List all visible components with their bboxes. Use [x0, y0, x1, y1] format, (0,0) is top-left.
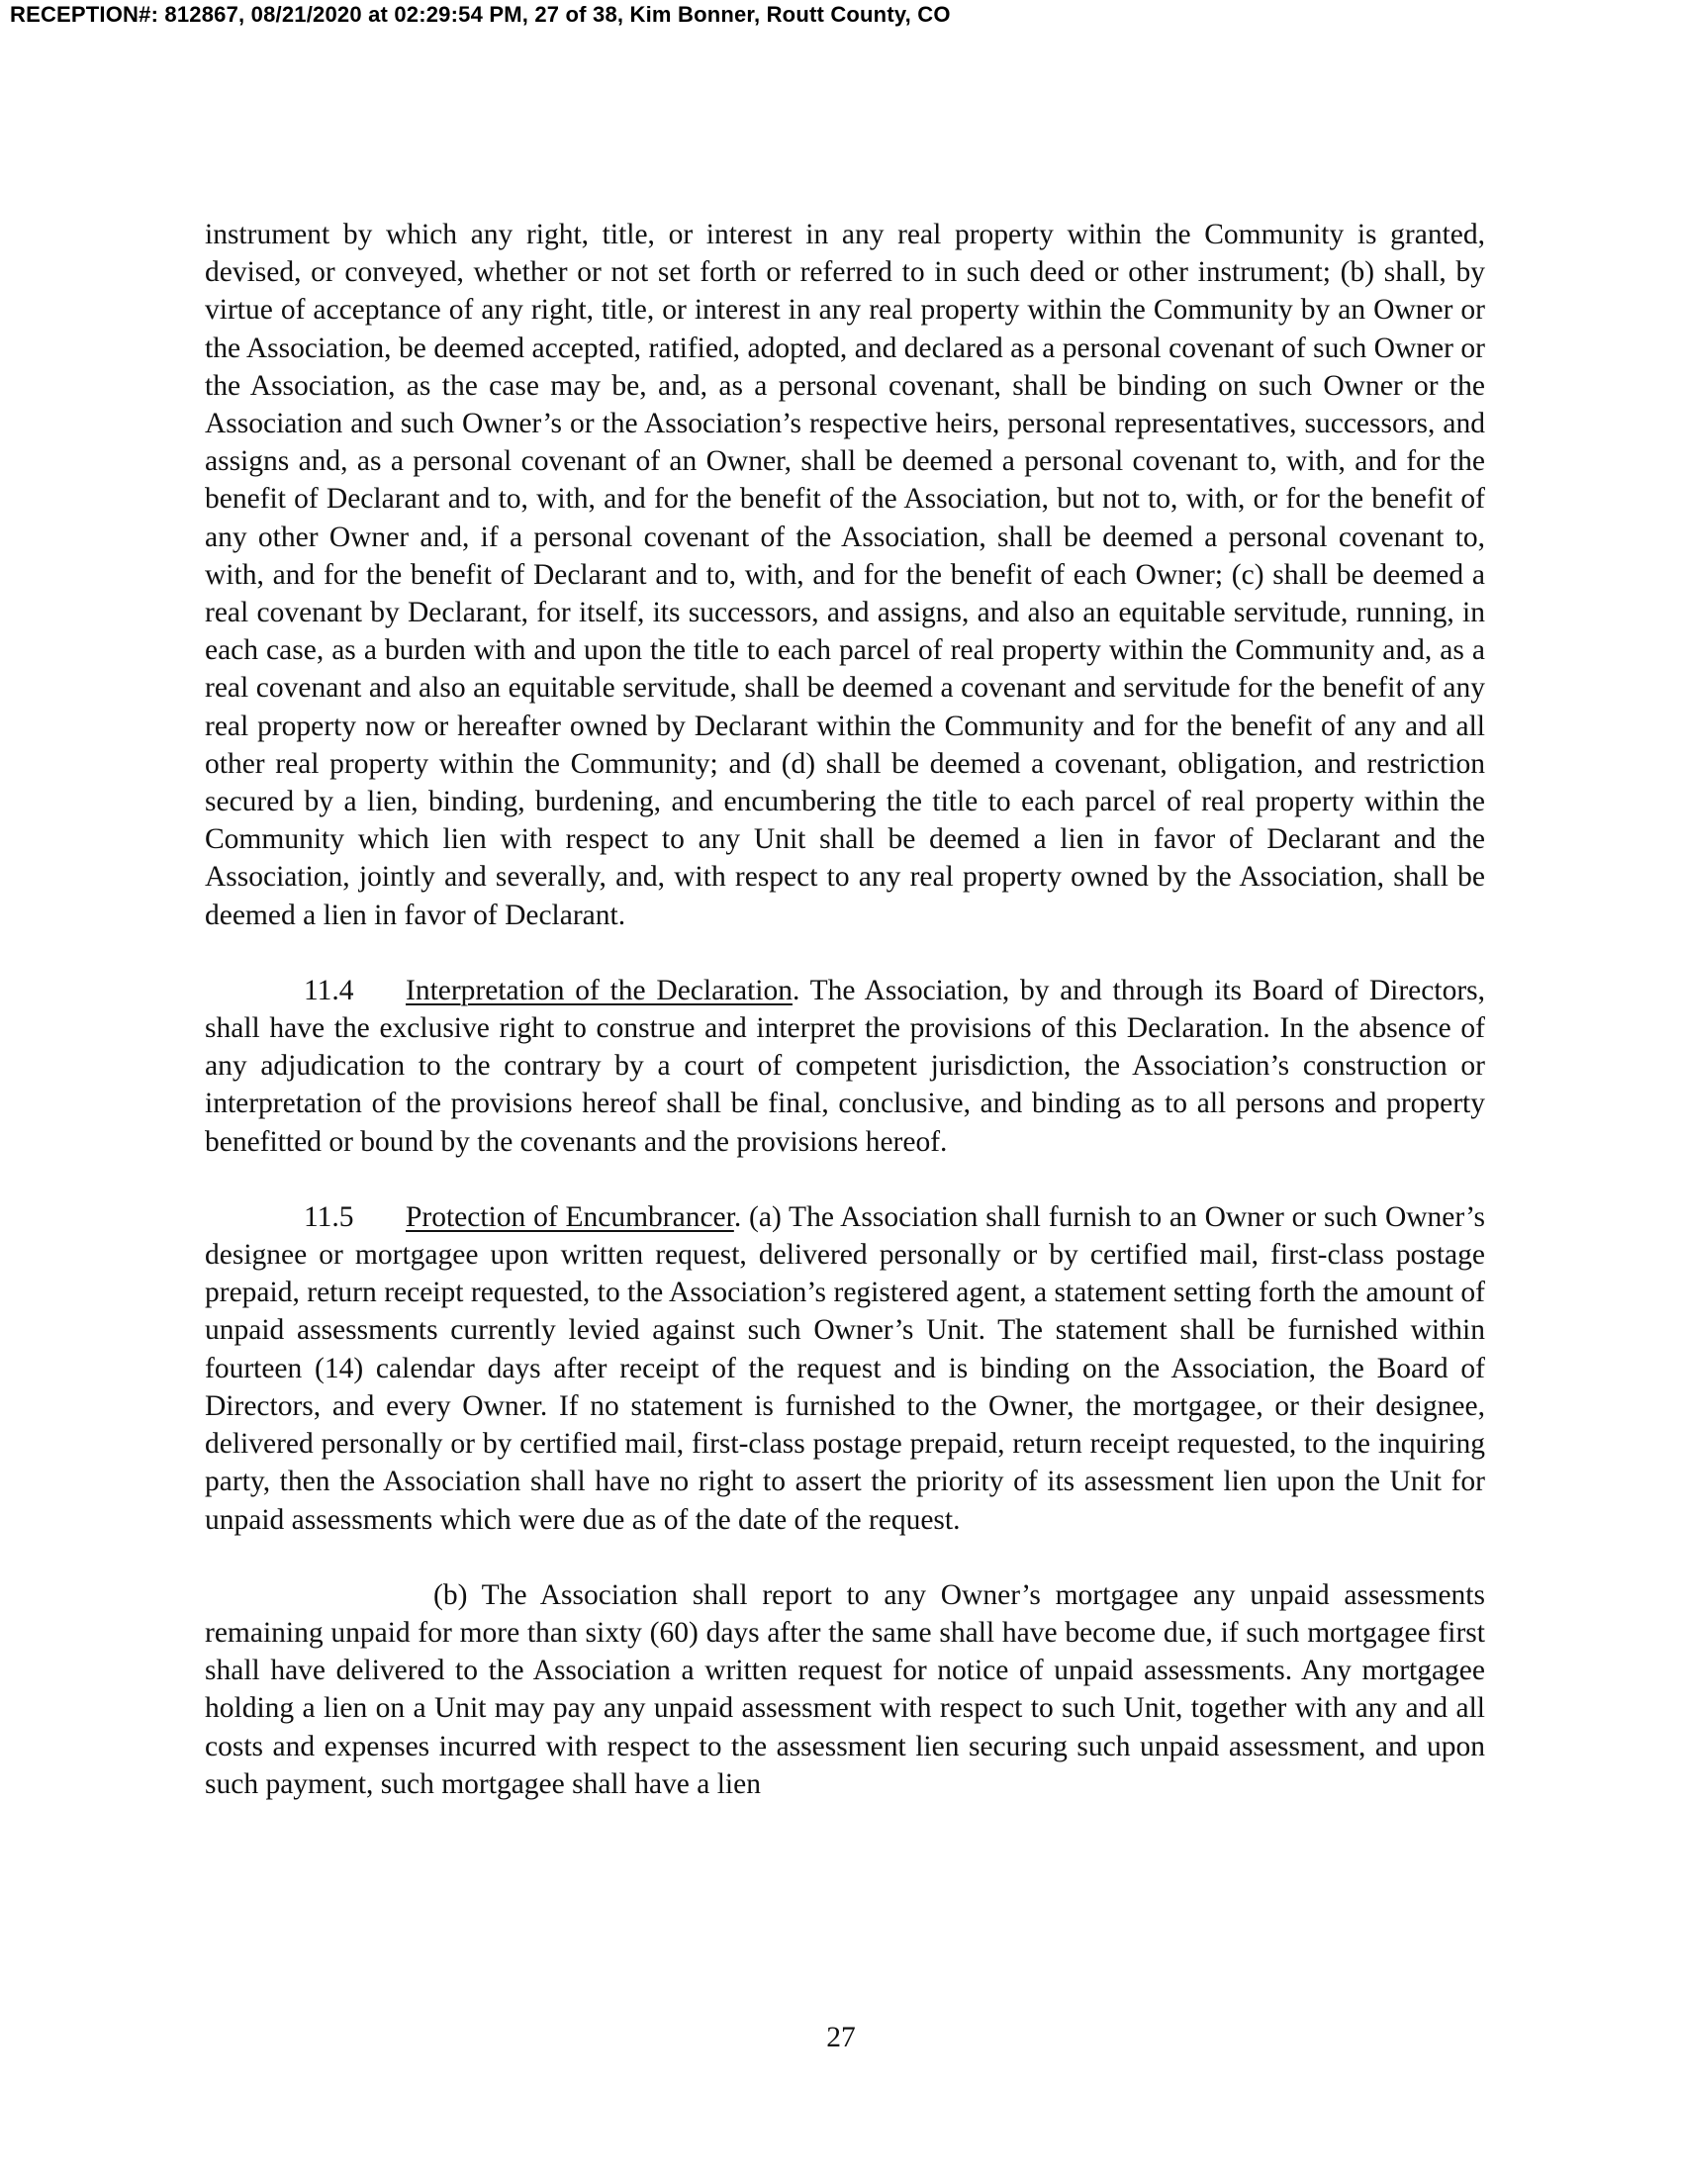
section-number: 11.5 [304, 1200, 354, 1233]
section-heading: Interpretation of the Declaration [406, 974, 793, 1006]
section-text: . The Association, by and through its Board of Directors, shall have the exclusive right to construe and interpret the provisions of this Declaration. In the absence of any adjudication to the contrary by a court of competent jurisdiction, the Association’s construction or interpretation of the provisions hereof shall be final, conclusive, and binding as to all persons and property benefitted or bound by the covenants and the provisions hereof. [205, 974, 1485, 1158]
recording-stamp: RECEPTION#: 812867, 08/21/2020 at 02:29:54 PM, 27 of 38, Kim Bonner, Routt County, CO [10, 2, 951, 27]
page-number: 27 [826, 2022, 856, 2053]
section-11-4 [205, 972, 1485, 1161]
section-11-5 [205, 1198, 1485, 1539]
section-heading: Protection of Encumbrancer [406, 1200, 734, 1233]
subsection-text: (b) The Association shall report to any Owner’s mortgagee any unpaid assessments remaining unpaid for more than sixty (60) days after the same shall have become due, if such mortgagee first shall have delivered to the Association a written request for notice of unpaid assessments. Any mortgagee holding a lien on a Unit may pay any unpaid assessment with respect to such Unit, together with any and all costs and expenses incurred with respect to the assessment lien securing such unpaid assessment, and upon such payment, such mortgagee shall have a lien [205, 1578, 1485, 1800]
section-number: 11.4 [304, 974, 354, 1006]
section-text: . (a) The Association shall furnish to an Owner or such Owner’s designee or mortgagee upon written request, delivered personally or by certified mail, first-class postage prepaid, return receipt requested, to the Association’s registered agent, a statement setting forth the amount of unpaid assessments currently levied against such Owner’s Unit. The statement shall be furnished within fourteen (14) calendar days after receipt of the request and is binding on the Association, the Board of Directors, and every Owner. If no statement is furnished to the Owner, the mortgagee, or their designee, delivered personally or by certified mail, first-class postage prepaid, return receipt requested, to the inquiring party, then the Association shall have no right to assert the priority of its assessment lien upon the Unit for unpaid assessments which were due as of the date of the request. [205, 1200, 1485, 1536]
document-body [205, 216, 1485, 1841]
continuation-paragraph: instrument by which any right, title, or interest in any real property within the Community is granted, devised, or conveyed, whether or not set forth or referred to in such deed or other instrument; (b) shall, by virtue of acceptance of any right, title, or interest in any real property within the Community by an Owner or the Association, be deemed accepted, ratified, adopted, and declared as a personal covenant of such Owner or the Association, as the case may be, and, as a personal covenant, shall be binding on such Owner or the Association and such Owner’s or the Association’s respective heirs, personal representatives, successors, and assigns and, as a personal covenant of an Owner, shall be deemed a personal covenant to, with, and for the benefit of Declarant and to, with, and for the benefit of the Association, but not to, with, or for the benefit of any other Owner and, if a personal covenant of the Association, shall be deemed a personal covenant to, with, and for the benefit of Declarant and to, with, and for the benefit of each Owner; (c) shall be deemed a real covenant by Declarant, for itself, its successors, and assigns, and also an equitable servitude, running, in each case, as a burden with and upon the title to each parcel of real property within the Community and, as a real covenant and also an equitable servitude, shall be deemed a covenant and servitude for the benefit of any real property now or hereafter owned by Declarant within the Community and for the benefit of any and all other real property within the Community; and (d) shall be deemed a covenant, obligation, and restriction secured by a lien, binding, burdening, and encumbering the title to each parcel of real property within the Community which lien with respect to any Unit shall be deemed a lien in favor of Declarant and the Association, jointly and severally, and, with respect to any real property owned by the Association, shall be deemed a lien in favor of Declarant. [205, 219, 1485, 931]
section-11-5-b [205, 1576, 1485, 1803]
